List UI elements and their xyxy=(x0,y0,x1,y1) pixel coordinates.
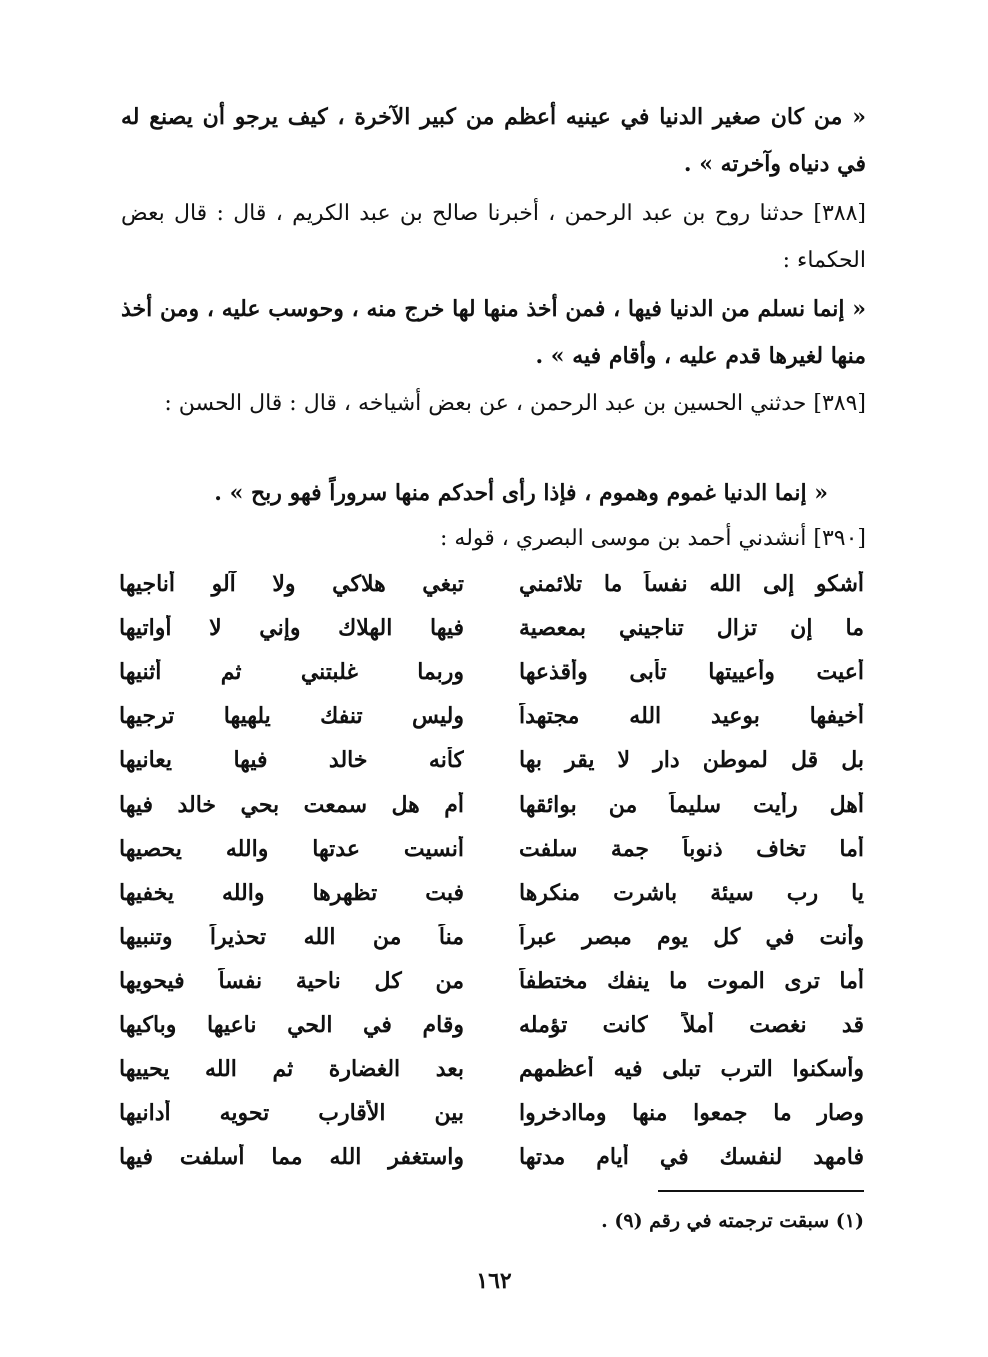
verse-first-hemistich: وصار ما جمعوا منها وماادخروا xyxy=(519,1100,864,1127)
verse-first-hemistich: وأسكنوا الترب تبلى فيه أعظمهم xyxy=(519,1056,864,1083)
verse-first-hemistich: قد نغصت أملاً كانت تؤمله xyxy=(519,1011,864,1038)
poem-verse xyxy=(119,606,864,650)
verse-second-hemistich: كأنه خالد فيها يعانيها xyxy=(119,747,464,774)
verse-second-hemistich: أم هل سمعت بحي خالد فيها xyxy=(119,791,464,818)
quote-paragraph-3: « إنما الدنيا غموم وهموم ، فإذا رأى أحدكم منها سروراً فهو ربح » . xyxy=(214,480,828,506)
verse-first-hemistich: أخيفها بوعيد الله مجتهداً xyxy=(519,703,864,730)
verse-first-hemistich: ما إن تزال تناجيني بمعصية xyxy=(519,615,864,642)
verse-second-hemistich: وقام في الحي ناعيها وباكيها xyxy=(119,1011,464,1038)
verse-second-hemistich: مناً من الله تحذيراً وتنبيها xyxy=(119,923,464,950)
narration-390: [٣٩٠] أنشدني أحمد بن موسى البصري ، قوله : xyxy=(440,526,866,551)
verse-second-hemistich: واستغفر الله مما أسلفت فيها xyxy=(119,1144,464,1171)
quote-paragraph-1: « من كان صغير الدنيا في عينيه أعظم من كبير الآخرة ، كيف يرجو أن يصنع له في دنياه وآخرته » . xyxy=(121,104,866,177)
verse-second-hemistich: تبغي هلاكي ولا آلو أناجيها xyxy=(119,571,464,598)
verse-second-hemistich: فيها الهلاك وإني لا أواتيها xyxy=(119,615,464,642)
verse-second-hemistich: بين الأقارب تحويه أدانيها xyxy=(119,1100,464,1127)
verse-second-hemistich: فبت تظهرها والله يخفيها xyxy=(119,879,464,906)
verse-first-hemistich: أشكو إلى الله نفساً ما تلائمني xyxy=(519,571,864,598)
page-number: ١٦٢ xyxy=(476,1268,512,1294)
verse-second-hemistich: أنسيت عدتها والله يحصيها xyxy=(119,835,464,862)
verse-first-hemistich: وأنت في كل يوم مبصر عبراً xyxy=(519,923,864,950)
poem-verse xyxy=(119,1047,864,1091)
verse-first-hemistich: أهل رأيت سليماً من بوائقها xyxy=(519,791,864,818)
narration-389: [٣٨٩] حدثني الحسين بن عبد الرحمن ، عن بعض أشياخه ، قال : قال الحسن : xyxy=(164,391,866,416)
verse-second-hemistich: وليس تنفك يلهيها ترجيها xyxy=(119,703,464,730)
verse-second-hemistich: بعد الغضارة ثم الله يحييها xyxy=(119,1056,464,1083)
verse-second-hemistich: وربما غلبتني ثم أثنيها xyxy=(119,659,464,686)
poem-verse xyxy=(119,650,864,694)
poem-verse xyxy=(119,915,864,959)
poem-verse xyxy=(119,694,864,738)
verse-first-hemistich: أما تخاف ذنوباً جمة سلفت xyxy=(519,835,864,862)
poem-verse xyxy=(119,1091,864,1135)
verse-first-hemistich: يا رب سيئة باشرت منكرها xyxy=(519,879,864,906)
poem-verse xyxy=(119,738,864,782)
poem-verse xyxy=(119,1135,864,1179)
quote-paragraph-2: « إنما نسلم من الدنيا فيها ، فمن أخذ منها لها خرج منه ، وحوسب عليه ، ومن أخذ منها لغيرها قدم عليه ، وأقام فيه » . xyxy=(121,296,866,369)
footnote-separator xyxy=(658,1190,864,1192)
verse-first-hemistich: أما ترى الموت ما ينفك مختطفاً xyxy=(519,967,864,994)
narration-388: [٣٨٨] حدثنا روح بن عبد الرحمن ، أخبرنا صالح بن عبد الكريم ، قال : قال بعض الحكماء : xyxy=(121,201,866,273)
poem-verse xyxy=(119,959,864,1003)
verse-first-hemistich: فامهد لنفسك في أيام مدتها xyxy=(519,1144,864,1171)
verse-second-hemistich: من كل ناحية نفساً فيحويها xyxy=(119,967,464,994)
verse-first-hemistich: أعيت وأعييتها تأبى وأقذعها xyxy=(519,659,864,686)
footnote: (١) سبقت ترجمته في رقم (٩) . xyxy=(601,1210,864,1232)
poem-verse xyxy=(119,827,864,871)
poem-verse xyxy=(119,871,864,915)
poem xyxy=(119,562,864,1179)
poem-verse xyxy=(119,562,864,606)
poem-verse xyxy=(119,1003,864,1047)
verse-first-hemistich: بل قل لموطن دار لا يقر بها xyxy=(519,747,864,774)
poem-verse xyxy=(119,782,864,826)
